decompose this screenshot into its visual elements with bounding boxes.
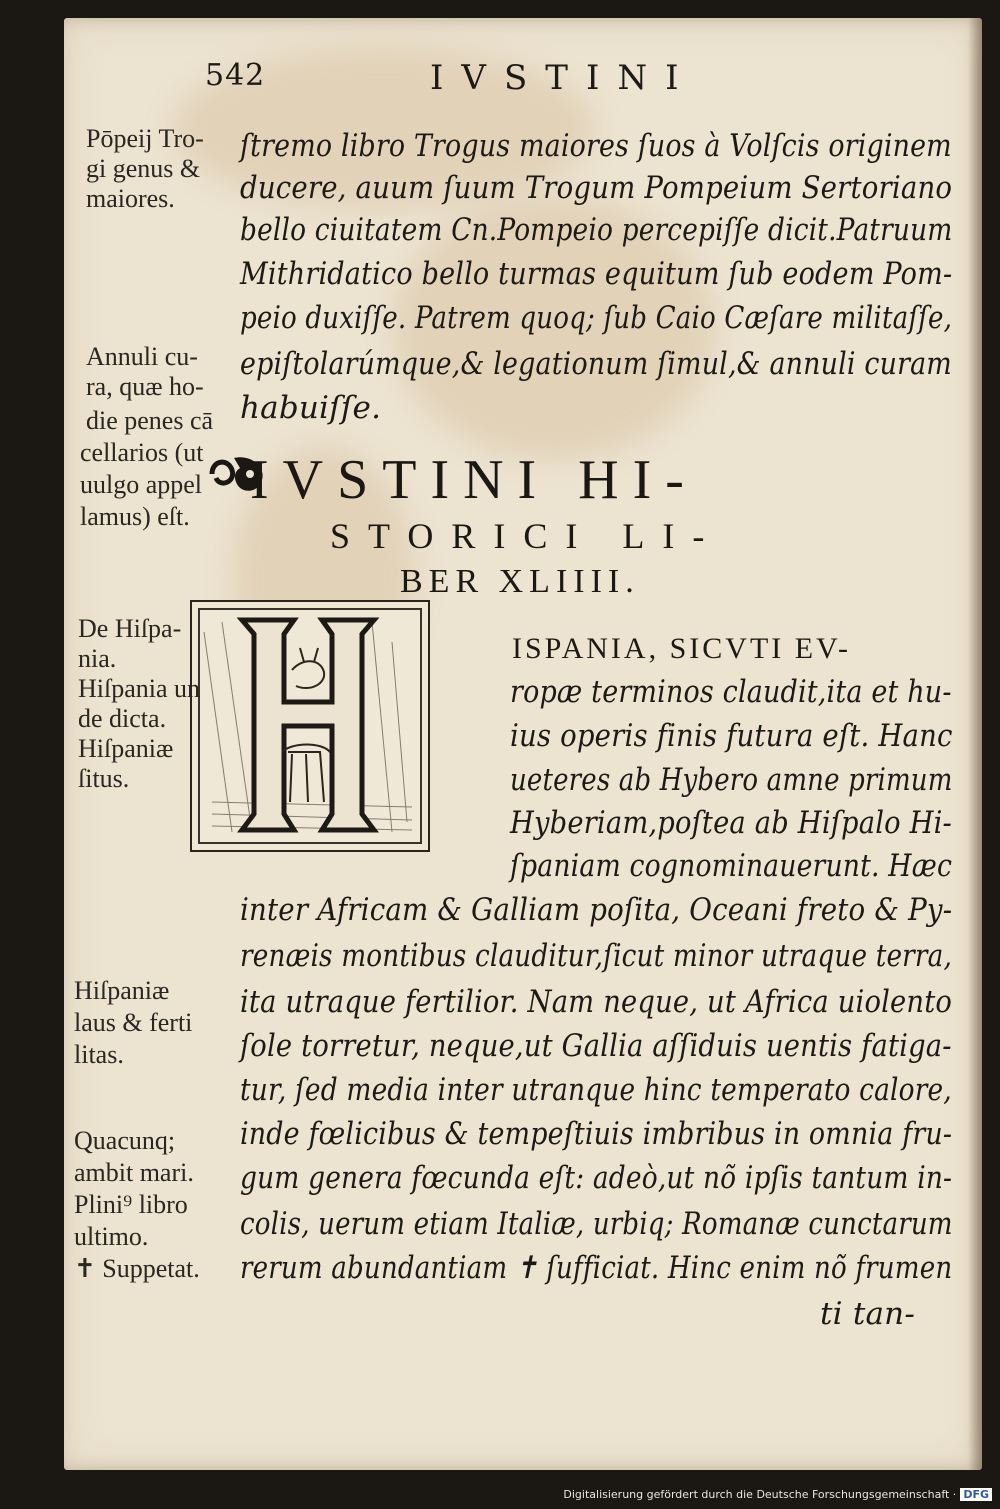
book-title-line3: BER XLIIII. [400, 563, 640, 600]
margin-line: Hiſpaniæ [78, 734, 174, 763]
text-line: ſpaniam cognominauerunt. Hæc [510, 848, 953, 884]
text-line: bello ciuitatem Cn.Pompeio percepiſſe dicit.Patruum [240, 212, 953, 248]
text-line: rerum abundantiam ✝ ſufficiat. Hinc enim nõ frumen [240, 1250, 953, 1286]
book-title-line2: STORICI LI- [330, 516, 723, 556]
margin-line: lamus) eſt. [80, 502, 190, 531]
margin-line: maiores. [86, 184, 175, 213]
margin-line: cellarios (ut [80, 438, 204, 467]
margin-line: laus & ferti [74, 1008, 193, 1037]
margin-line: Plini⁹ libro [74, 1190, 188, 1219]
margin-line: de dicta. [78, 704, 167, 733]
text-line: renæis montibus clauditur,ſicut minor utraque terra, [240, 938, 953, 974]
text-line: peio duxiſſe. Patrem quoq; ſub Caio Cæſare militaſſe, [240, 300, 953, 336]
text-line: colis, uerum etiam Italiæ, urbiq; Romanæ cunctarum [240, 1206, 953, 1242]
text-line: ita utraque fertilior. Nam neque, ut Africa uiolento [240, 984, 953, 1020]
text-line: inde fœlicibus & tempeſtiuis imbribus in omnia fru- [240, 1116, 953, 1152]
text-line: ropæ terminos claudit,ita et hu- [510, 674, 952, 710]
margin-line: Quacunq; [74, 1126, 176, 1155]
text-line: ſole torretur, neque,ut Gallia aſſiduis uentis fatiga- [240, 1028, 952, 1064]
text-line: ius operis finis futura eſt. Hanc [510, 718, 953, 754]
margin-line: Pōpeij Tro- [86, 124, 204, 153]
margin-line: ultimo. [74, 1222, 149, 1251]
margin-line: nia. [78, 644, 117, 673]
margin-line: ra, quæ ho- [86, 372, 204, 401]
text-line: gum genera fœcunda eſt: adeò,ut nõ ipſis tantum in- [240, 1160, 953, 1196]
text-line: inter Africam & Galliam poſita, Oceani freto & Py- [240, 892, 953, 928]
margin-line: Annuli cu- [86, 342, 198, 371]
margin-line: Hiſpania un [78, 674, 201, 703]
text-line: epiſtolarúmque,& legationum ſimul,& annuli curam [240, 346, 952, 382]
text-line: Mithridatico bello turmas equitum ſub eodem Pom- [240, 256, 953, 292]
text-line: Hyberiam,poſtea ab Hiſpalo Hi- [510, 805, 952, 841]
margin-line: litas. [74, 1040, 124, 1069]
dfg-logo: DFG [960, 1488, 992, 1501]
running-title: IVSTINI [430, 58, 697, 98]
opening-capitals: ISPANIA, SICVTI EV- [512, 632, 851, 665]
text-line: habuiſſe. [240, 390, 382, 426]
digitization-footer [563, 1488, 992, 1501]
margin-line: De Hiſpa- [78, 614, 182, 643]
text-line: tur, ſed media inter utranque hinc temperato calore, [240, 1072, 952, 1108]
text-line: ſtremo libro Trogus maiores ſuos à Volſcis originem [240, 128, 952, 164]
decorated-initial-h [190, 600, 430, 852]
text-line: ducere, auum ſuum Trogum Pompeium Sertoriano [240, 170, 953, 206]
margin-line: ambit mari. [74, 1158, 194, 1187]
woodcut-initial-icon [192, 602, 424, 846]
book-title-line1: IVSTINI HI- [250, 449, 698, 511]
margin-line: Hiſpaniæ [74, 976, 170, 1005]
catchword: ti tan- [820, 1296, 916, 1332]
margin-line: ſitus. [78, 764, 130, 793]
margin-line: uulgo appel [80, 470, 203, 499]
page-edge-shadow [968, 18, 982, 1470]
page-header [205, 58, 905, 108]
margin-line: gi genus & [86, 154, 201, 183]
margin-line: ✝ Suppetat. [74, 1254, 200, 1283]
margin-line: die penes cā [86, 406, 214, 435]
footer-text: Digitalisierung gefördert durch die Deutsche Forschungsgemeinschaft · [563, 1488, 957, 1501]
text-line: ueteres ab Hybero amne primum [510, 762, 953, 798]
folio-number: 542 [205, 58, 266, 93]
